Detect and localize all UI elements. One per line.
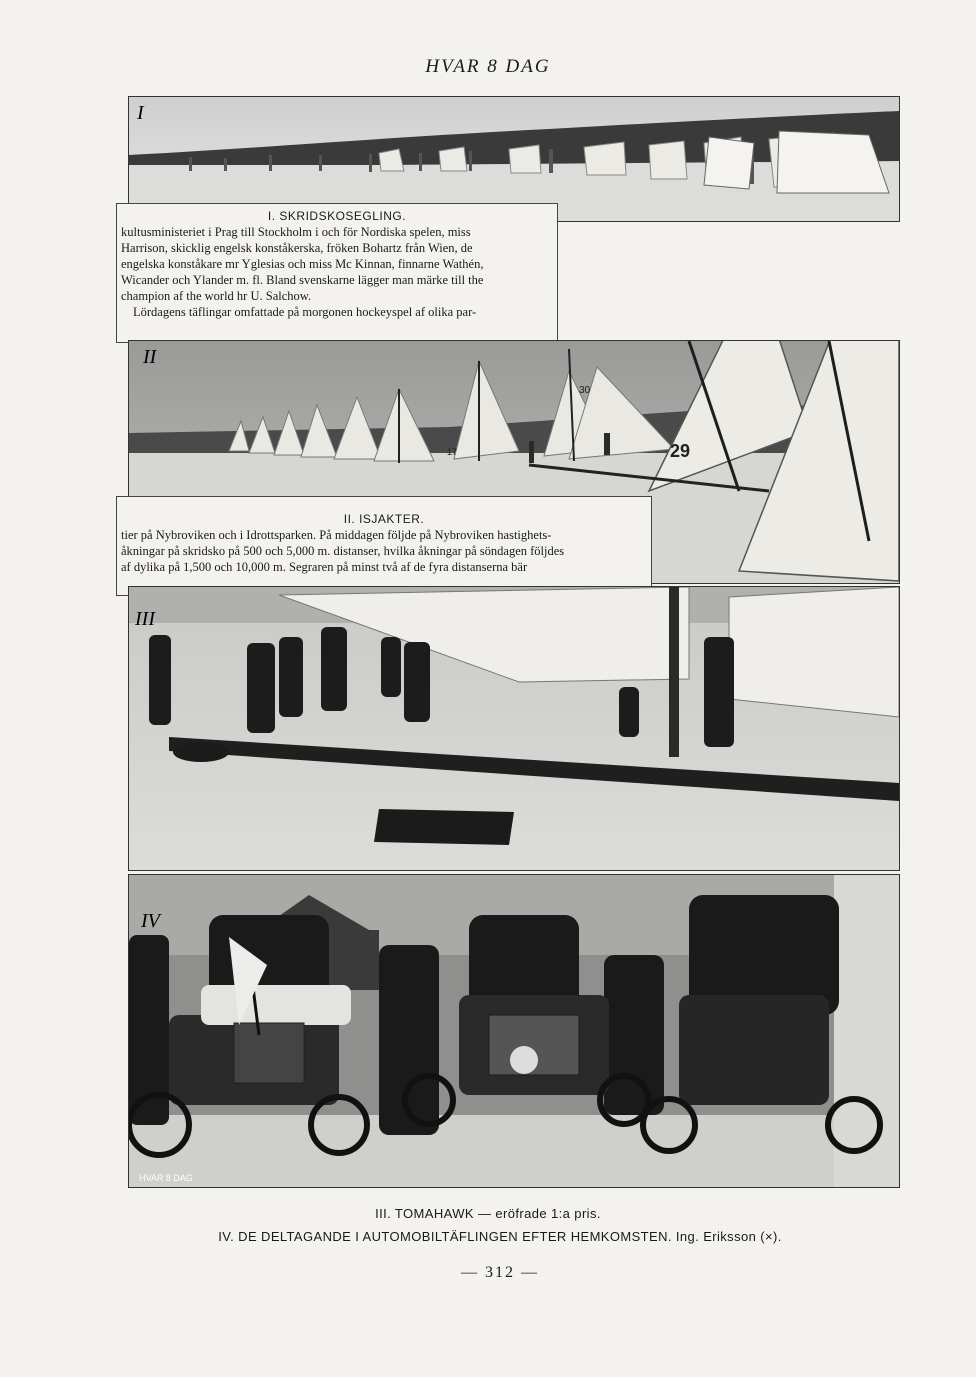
caption-line: champion af the world hr U. Salchow.: [121, 289, 312, 303]
photo-automobiles: [128, 874, 900, 1188]
caption-line: af dylika på 1,500 och 10,000 m. Segraren på minst två af de fyra distanserna bär: [121, 560, 528, 574]
sail-shape: [704, 137, 754, 189]
sail-number: 17: [447, 447, 458, 457]
caption-automobiles: IV. DE DELTAGANDE I AUTOMOBILTÄFLINGEN EFTER HEMKOMSTEN. Ing. Eriksson (×).: [218, 1229, 782, 1244]
caption-line: Wicander och Ylander m. fl. Bland svenskarne lägger man märke till the: [121, 273, 484, 287]
caption-skate-sailing: [116, 203, 558, 343]
caption-line: åkningar på skridsko på 500 och 5,000 m. distanser, hvilka åkningar på söndagen följdes: [121, 544, 565, 558]
photo-numeral-iii: III: [135, 608, 155, 630]
automobiles-image: [129, 875, 899, 1187]
caption-tomahawk: III. TOMAHAWK — eröfrade 1:a pris.: [375, 1206, 601, 1221]
caption-ice-yachts: [116, 496, 652, 596]
page-header: HVAR 8 DAG: [425, 56, 551, 77]
sail-number: 29: [670, 441, 691, 461]
caption-line: tier på Nybroviken och i Idrottsparken. På middagen följde på Nybroviken hastighets-: [121, 528, 552, 542]
caption-title: I. SKRIDSKOSEGLING.: [267, 209, 407, 223]
caption-line: Lördagens täflingar omfattade på morgonen hockeyspel af olika par-: [133, 305, 477, 319]
photo-credit: HVAR 8 DAG: [139, 1173, 193, 1183]
sail-number: 30: [579, 385, 591, 396]
caption-line: engelska konståkare mr Yglesias och miss Mc Kinnan, finnarne Wathén,: [121, 257, 484, 271]
caption-line: kultusministeriet i Prag till Stockholm i och för Nordiska spelen, miss: [121, 225, 471, 239]
photo-numeral-ii: II: [143, 346, 157, 368]
photo-tomahawk: [128, 586, 900, 871]
photo-numeral-i: I: [137, 102, 144, 124]
page-number: — 312 —: [461, 1264, 539, 1281]
caption-line: Harrison, skicklig engelsk konståkerska, fröken Bohartz från Wien, de: [121, 241, 473, 255]
tomahawk-image: [129, 587, 899, 870]
photo-numeral-iv: IV: [141, 910, 160, 932]
caption-title: II. ISJAKTER.: [343, 512, 425, 526]
